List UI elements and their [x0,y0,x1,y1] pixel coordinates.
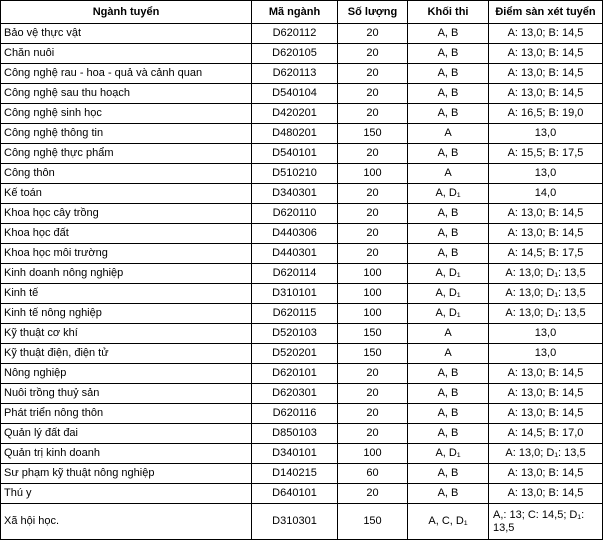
table-body [1,24,603,540]
exam-block-cell: A, D₁ [408,184,489,204]
exam-block-cell: A, B [408,64,489,84]
exam-block-cell: A, B [408,204,489,224]
major-code-cell: D620113 [252,64,338,84]
exam-block-cell: A, B [408,484,489,504]
table-row [1,324,603,344]
quantity-cell: 20 [338,104,408,124]
quantity-cell: 100 [338,444,408,464]
quantity-cell: 20 [338,24,408,44]
quantity-cell: 20 [338,144,408,164]
major-code-cell: D620112 [252,24,338,44]
major-name-cell: Chăn nuôi [1,44,252,64]
table-row [1,364,603,384]
table-row [1,444,603,464]
quantity-cell: 20 [338,364,408,384]
table-row [1,184,603,204]
table-row [1,104,603,124]
exam-block-cell: A, D₁ [408,284,489,304]
major-name-cell: Kinh tế [1,284,252,304]
major-name-cell: Phát triển nông thôn [1,404,252,424]
major-code-cell: D340101 [252,444,338,464]
major-code-cell: D620110 [252,204,338,224]
table-row [1,124,603,144]
major-name-cell: Kinh doanh nông nghiệp [1,264,252,284]
table-row [1,224,603,244]
header-quantity: Số lượng [338,1,408,24]
major-name-cell: Công thôn [1,164,252,184]
exam-block-cell: A [408,344,489,364]
major-name-cell: Công nghệ sau thu hoạch [1,84,252,104]
min-score-cell: A: 13,0; B: 14,5 [489,64,603,84]
table-row [1,84,603,104]
major-name-cell: Kế toán [1,184,252,204]
major-name-cell: Khoa học môi trường [1,244,252,264]
exam-block-cell: A, B [408,424,489,444]
table-row [1,424,603,444]
min-score-cell: 13,0 [489,124,603,144]
exam-block-cell: A, B [408,84,489,104]
table-row [1,464,603,484]
exam-block-cell: A, B [408,404,489,424]
exam-block-cell: A [408,164,489,184]
table-row [1,64,603,84]
min-score-cell: A: 14,5; B: 17,0 [489,424,603,444]
quantity-cell: 150 [338,504,408,540]
min-score-cell: A: 13,0; B: 14,5 [489,484,603,504]
major-code-cell: D480201 [252,124,338,144]
quantity-cell: 100 [338,264,408,284]
quantity-cell: 100 [338,284,408,304]
major-code-cell: D620115 [252,304,338,324]
quantity-cell: 20 [338,384,408,404]
table-row [1,504,603,540]
major-name-cell: Công nghệ sinh học [1,104,252,124]
major-name-cell: Khoa học cây trồng [1,204,252,224]
exam-block-cell: A [408,124,489,144]
exam-block-cell: A, D₁ [408,264,489,284]
exam-block-cell: A, B [408,364,489,384]
major-name-cell: Xã hội học. [1,504,252,540]
exam-block-cell: A, D₁ [408,444,489,464]
table-row [1,164,603,184]
exam-block-cell: A, B [408,384,489,404]
min-score-cell: 13,0 [489,324,603,344]
quantity-cell: 20 [338,64,408,84]
major-name-cell: Quản lý đất đai [1,424,252,444]
major-name-cell: Sư phạm kỹ thuật nông nghiệp [1,464,252,484]
header-code: Mã ngành [252,1,338,24]
exam-block-cell: A, B [408,44,489,64]
major-code-cell: D510210 [252,164,338,184]
major-name-cell: Kỹ thuật cơ khí [1,324,252,344]
header-exam-block: Khối thi [408,1,489,24]
major-name-cell: Công nghệ thực phẩm [1,144,252,164]
major-name-cell: Kinh tế nông nghiệp [1,304,252,324]
min-score-cell: A: 13,0; D₁: 13,5 [489,284,603,304]
quantity-cell: 100 [338,304,408,324]
quantity-cell: 60 [338,464,408,484]
table-row [1,204,603,224]
major-code-cell: D640101 [252,484,338,504]
table-row [1,484,603,504]
exam-block-cell: A, B [408,224,489,244]
major-code-cell: D620114 [252,264,338,284]
quantity-cell: 20 [338,404,408,424]
major-code-cell: D520201 [252,344,338,364]
min-score-cell: A: 16,5; B: 19,0 [489,104,603,124]
table-header-row [1,1,603,24]
exam-block-cell: A, B [408,464,489,484]
quantity-cell: 150 [338,324,408,344]
min-score-cell: A,: 13; C: 14,5; D₁: 13,5 [489,504,603,540]
exam-block-cell: A, D₁ [408,304,489,324]
major-code-cell: D620116 [252,404,338,424]
exam-block-cell: A, B [408,244,489,264]
major-code-cell: D310101 [252,284,338,304]
major-name-cell: Khoa học đất [1,224,252,244]
major-code-cell: D620105 [252,44,338,64]
table-row [1,344,603,364]
min-score-cell: 13,0 [489,164,603,184]
table-row [1,244,603,264]
major-name-cell: Nông nghiệp [1,364,252,384]
min-score-cell: A: 15,5; B: 17,5 [489,144,603,164]
quantity-cell: 20 [338,244,408,264]
min-score-cell: A: 13,0; B: 14,5 [489,404,603,424]
table-row [1,264,603,284]
min-score-cell: A: 13,0; B: 14,5 [489,224,603,244]
header-min-score: Điểm sàn xét tuyển [489,1,603,24]
major-name-cell: Thú y [1,484,252,504]
min-score-cell: A: 13,0; B: 14,5 [489,24,603,44]
min-score-cell: A: 13,0; B: 14,5 [489,464,603,484]
min-score-cell: A: 14,5; B: 17,5 [489,244,603,264]
min-score-cell: 14,0 [489,184,603,204]
major-code-cell: D310301 [252,504,338,540]
exam-block-cell: A, B [408,24,489,44]
table-row [1,304,603,324]
major-code-cell: D140215 [252,464,338,484]
major-code-cell: D520103 [252,324,338,344]
quantity-cell: 20 [338,484,408,504]
min-score-cell: 13,0 [489,344,603,364]
min-score-cell: A: 13,0; B: 14,5 [489,384,603,404]
major-code-cell: D620101 [252,364,338,384]
min-score-cell: A: 13,0; D₁: 13,5 [489,444,603,464]
table-row [1,384,603,404]
min-score-cell: A: 13,0; B: 14,5 [489,44,603,64]
major-name-cell: Công nghệ rau - hoa - quả và cảnh quan [1,64,252,84]
major-code-cell: D420201 [252,104,338,124]
exam-block-cell: A, C, D₁ [408,504,489,540]
quantity-cell: 20 [338,224,408,244]
exam-block-cell: A, B [408,144,489,164]
major-code-cell: D340301 [252,184,338,204]
quantity-cell: 20 [338,84,408,104]
quantity-cell: 100 [338,164,408,184]
table-row [1,24,603,44]
header-major: Ngành tuyển [1,1,252,24]
major-code-cell: D850103 [252,424,338,444]
min-score-cell: A: 13,0; B: 14,5 [489,84,603,104]
min-score-cell: A: 13,0; B: 14,5 [489,204,603,224]
table-row [1,404,603,424]
major-name-cell: Quản trị kinh doanh [1,444,252,464]
major-code-cell: D620301 [252,384,338,404]
major-code-cell: D440306 [252,224,338,244]
min-score-cell: A: 13,0; D₁: 13,5 [489,304,603,324]
major-code-cell: D440301 [252,244,338,264]
major-code-cell: D540104 [252,84,338,104]
quantity-cell: 20 [338,204,408,224]
table-row [1,284,603,304]
min-score-cell: A: 13,0; D₁: 13,5 [489,264,603,284]
major-name-cell: Công nghệ thông tin [1,124,252,144]
major-name-cell: Kỹ thuật điện, điện tử [1,344,252,364]
table-row [1,44,603,64]
table-row [1,144,603,164]
min-score-cell: A: 13,0; B: 14,5 [489,364,603,384]
major-name-cell: Bảo vệ thực vật [1,24,252,44]
exam-block-cell: A, B [408,104,489,124]
major-name-cell: Nuôi trồng thuỷ sản [1,384,252,404]
quantity-cell: 150 [338,124,408,144]
exam-block-cell: A [408,324,489,344]
quantity-cell: 20 [338,424,408,444]
major-code-cell: D540101 [252,144,338,164]
quantity-cell: 150 [338,344,408,364]
quantity-cell: 20 [338,44,408,64]
quantity-cell: 20 [338,184,408,204]
